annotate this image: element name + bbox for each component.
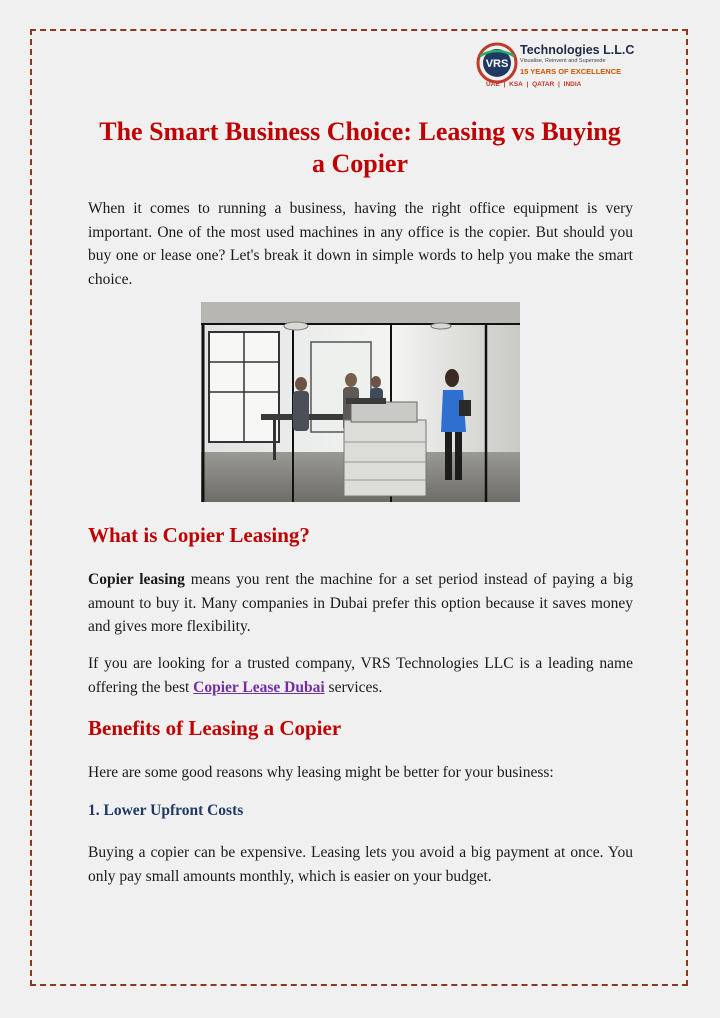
- intro-paragraph: When it comes to running a business, having the right office equipment is very important. One of the most used machines in any office is the copier. But should you buy one or lease one? Let's break it down in simple words to help you make the smart choice.: [88, 200, 633, 288]
- benefit-heading-lower-costs: 1. Lower Upfront Costs: [88, 802, 244, 819]
- benefits-intro-paragraph: Here are some good reasons why leasing might be better for your business:: [88, 764, 554, 781]
- logo-mark-text: VRS: [485, 58, 509, 70]
- benefit-lower-costs-paragraph: Buying a copier can be expensive. Leasing lets you avoid a big payment at once. You only pay small amounts monthly, which is easier on your budget.: [88, 844, 633, 885]
- heading-what-is-leasing: What is Copier Leasing?: [88, 523, 310, 547]
- vrs-intro-text: If you are looking for a trusted company, VRS Technologies LLC is a leading name offering the best: [88, 655, 633, 696]
- logo-regions: UAE | KSA | QATAR | INDIA: [486, 81, 582, 88]
- heading-benefits: Benefits of Leasing a Copier: [88, 716, 342, 740]
- leasing-definition-text: means you rent the machine for a set period instead of paying a big amount to buy it. Many companies in Dubai prefer this option because it saves money and gives more flexibility.: [88, 571, 633, 635]
- copier-lease-dubai-link[interactable]: Copier Lease Dubai: [193, 678, 325, 696]
- vrs-globe-icon: [476, 42, 518, 84]
- leasing-definition-paragraph: [88, 568, 633, 639]
- vrs-services-text: services.: [324, 678, 383, 696]
- logo-tagline: Visualise, Reinvent and Supersede: [520, 58, 606, 64]
- vrs-recommendation-paragraph: [88, 652, 633, 699]
- company-logo: [476, 42, 636, 94]
- page-title: The Smart Business Choice: Leasing vs Buying a Copier: [99, 117, 621, 178]
- logo-years: 15 YEARS OF EXCELLENCE: [520, 67, 622, 76]
- office-copier-photo: [201, 302, 520, 502]
- logo-brand: Technologies L.L.C: [520, 43, 635, 57]
- leasing-term-bold: Copier leasing: [88, 571, 185, 588]
